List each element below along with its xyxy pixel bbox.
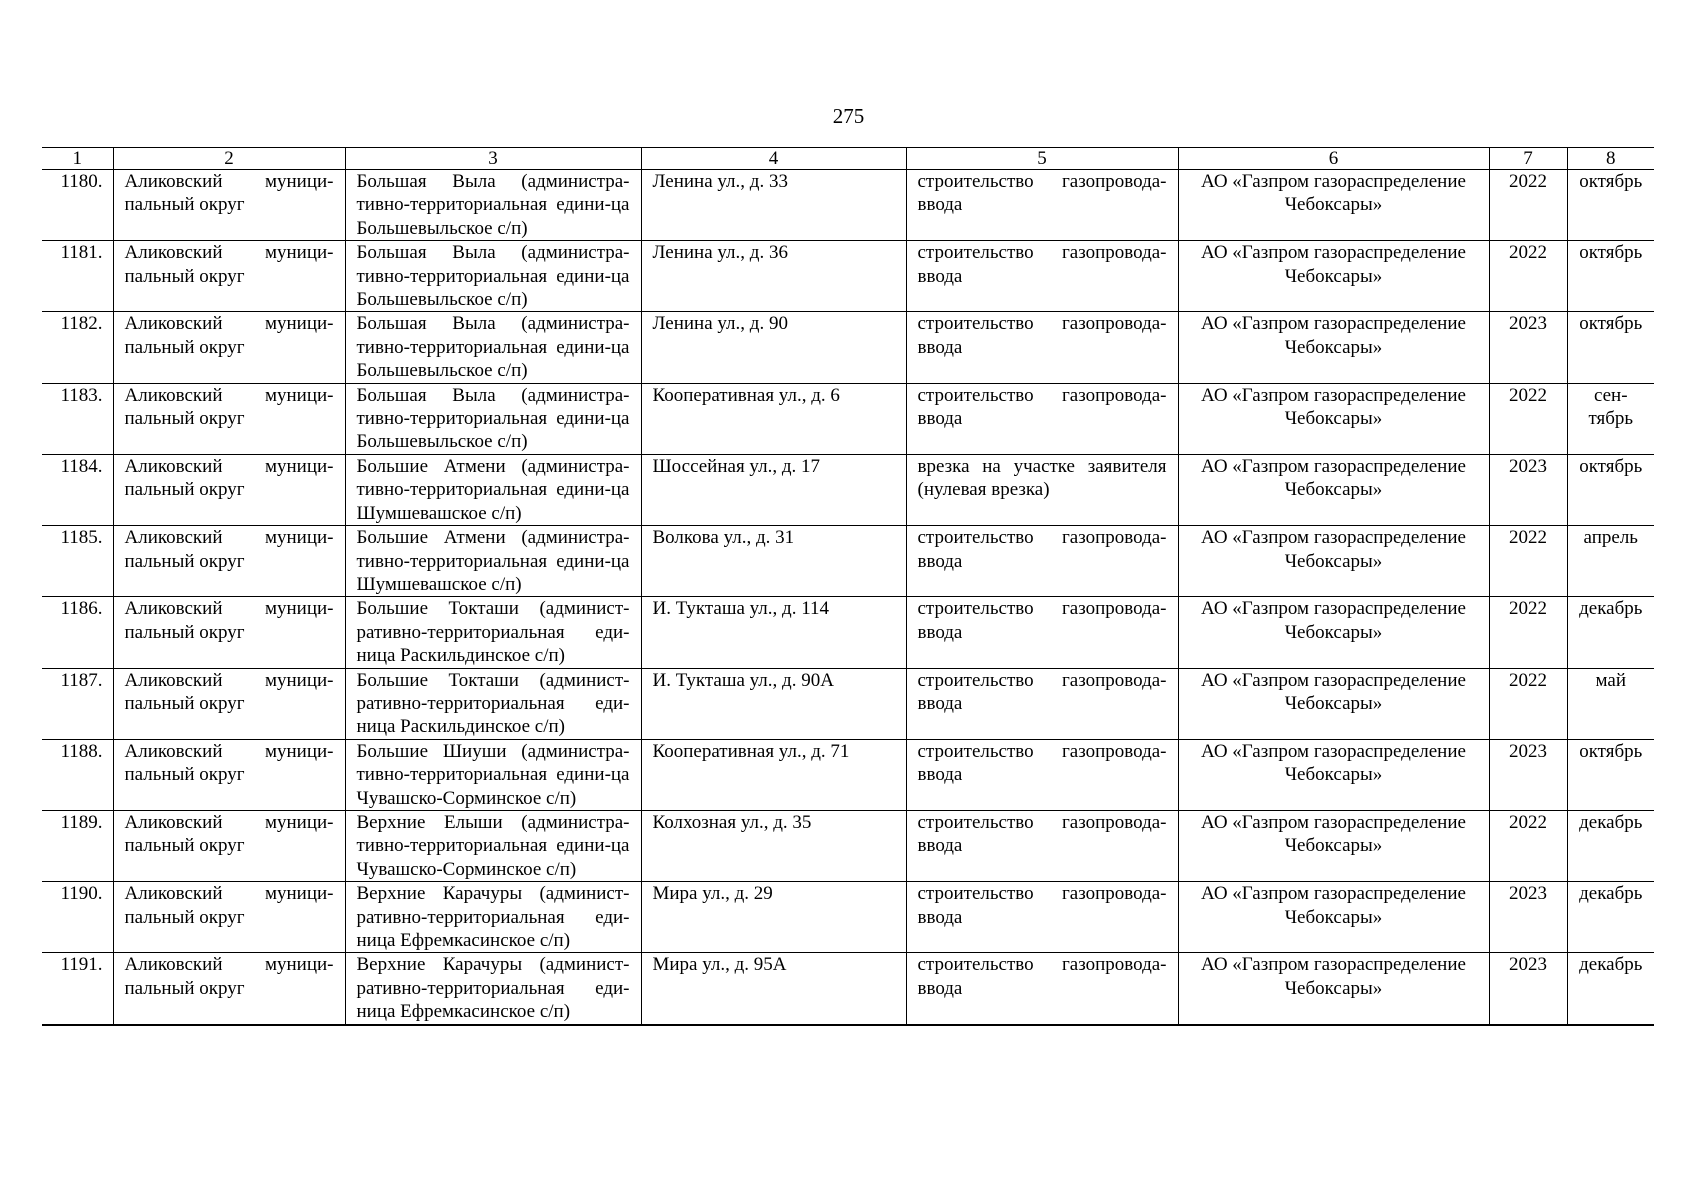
year-cell: [1489, 526, 1567, 597]
work-type-cell: [906, 312, 1178, 383]
work-type-cell: [906, 597, 1178, 668]
work-type-cell-text: строительство газопровода-ввода: [917, 598, 1167, 643]
month-cell: [1567, 597, 1654, 668]
year-cell-text: 2022: [1509, 171, 1547, 192]
table-row: [42, 739, 1654, 810]
month-cell-text: октябрь: [1579, 455, 1643, 477]
work-type-cell-text: строительство газопровода-ввода: [917, 811, 1167, 857]
organization-cell: [1178, 668, 1489, 739]
work-type-cell: [906, 454, 1178, 525]
row-number-cell: [42, 526, 113, 597]
address-cell-text: И. Тукташа ул., д. 114: [652, 598, 830, 620]
row-number-cell: [42, 953, 113, 1025]
district-cell-text: Аликовский муници-пальный округ: [124, 171, 334, 216]
month-cell: [1567, 312, 1654, 383]
work-type-cell-text: строительство газопровода-ввода: [917, 171, 1167, 216]
row-number-cell-text: 1183.: [60, 384, 103, 406]
organization-cell: [1178, 882, 1489, 953]
district-cell-text: Аликовский муници-пальный округ: [124, 740, 334, 786]
organization-cell: [1178, 953, 1489, 1025]
row-number-cell: [42, 312, 113, 383]
column-header-8: 8: [1567, 148, 1654, 170]
column-header-1: 1: [42, 148, 113, 170]
work-type-cell: [906, 526, 1178, 597]
year-cell-text: 2022: [1509, 669, 1547, 691]
settlement-cell-text: Верхние Карачуры (админист-ративно-территориальная еди-ница Ефремкасинское с/п): [356, 954, 630, 1023]
address-cell: [641, 526, 906, 597]
work-type-cell: [906, 810, 1178, 881]
month-cell-text: сен-тябрь: [1588, 384, 1634, 430]
row-number-cell-text: 1190.: [60, 883, 103, 905]
address-cell-text: Волкова ул., д. 31: [652, 527, 795, 549]
month-cell-text: декабрь: [1579, 883, 1643, 905]
address-cell-text: Ленина ул., д. 36: [652, 242, 788, 264]
organization-cell: [1178, 526, 1489, 597]
district-cell-text: Аликовский муници-пальный округ: [124, 527, 334, 572]
year-cell-text: 2023: [1509, 954, 1547, 976]
year-cell: [1489, 170, 1567, 241]
address-cell-text: И. Тукташа ул., д. 90А: [652, 669, 834, 691]
year-cell: [1489, 739, 1567, 810]
row-number-cell-text: 1189.: [60, 811, 103, 833]
table-row: [42, 953, 1654, 1025]
organization-cell-text: АО «Газпром газораспределение Чебоксары»: [1201, 455, 1466, 501]
address-cell-text: Мира ул., д. 95А: [652, 954, 787, 976]
row-number-cell-text: 1184.: [60, 455, 103, 477]
district-cell-text: Аликовский муници-пальный округ: [124, 811, 334, 857]
column-header-6: 6: [1178, 148, 1489, 170]
row-number-cell: [42, 454, 113, 525]
row-number-cell-text: 1182.: [60, 313, 103, 335]
settlement-cell: [345, 526, 641, 597]
district-cell: [113, 668, 345, 739]
district-cell: [113, 597, 345, 668]
settlement-cell: [345, 668, 641, 739]
month-cell-text: декабрь: [1579, 598, 1643, 620]
settlement-cell: [345, 810, 641, 881]
organization-cell-text: АО «Газпром газораспределение Чебоксары»: [1201, 171, 1466, 216]
district-cell-text: Аликовский муници-пальный округ: [124, 954, 334, 999]
month-cell: [1567, 526, 1654, 597]
organization-cell: [1178, 597, 1489, 668]
month-cell: [1567, 454, 1654, 525]
year-cell: [1489, 241, 1567, 312]
month-cell: [1567, 383, 1654, 454]
year-cell: [1489, 953, 1567, 1025]
year-cell: [1489, 668, 1567, 739]
year-cell-text: 2023: [1509, 455, 1547, 477]
work-type-cell: [906, 953, 1178, 1025]
address-cell-text: Ленина ул., д. 33: [652, 171, 788, 192]
work-type-cell: [906, 739, 1178, 810]
district-cell: [113, 810, 345, 881]
table-row: [42, 882, 1654, 953]
column-header-5: 5: [906, 148, 1178, 170]
organization-cell: [1178, 241, 1489, 312]
address-cell: [641, 241, 906, 312]
month-cell: [1567, 241, 1654, 312]
work-type-cell: [906, 170, 1178, 241]
row-number-cell-text: 1188.: [60, 740, 103, 762]
row-number-cell: [42, 739, 113, 810]
organization-cell-text: АО «Газпром газораспределение Чебоксары»: [1201, 242, 1466, 287]
district-cell: [113, 739, 345, 810]
work-type-cell-text: строительство газопровода-ввода: [917, 883, 1167, 928]
organization-cell: [1178, 739, 1489, 810]
row-number-cell: [42, 241, 113, 312]
row-number-cell-text: 1191.: [60, 954, 103, 976]
row-number-cell-text: 1186.: [60, 598, 103, 620]
column-header-7: 7: [1489, 148, 1567, 170]
organization-cell-text: АО «Газпром газораспределение Чебоксары»: [1201, 669, 1466, 714]
district-cell-text: Аликовский муници-пальный округ: [124, 883, 334, 928]
year-cell: [1489, 882, 1567, 953]
settlement-cell: [345, 383, 641, 454]
year-cell-text: 2022: [1509, 811, 1547, 833]
column-header-2: 2: [113, 148, 345, 170]
column-header-3: 3: [345, 148, 641, 170]
organization-cell: [1178, 312, 1489, 383]
organization-cell: [1178, 170, 1489, 241]
district-cell-text: Аликовский муници-пальный округ: [124, 313, 334, 358]
month-cell-text: декабрь: [1579, 811, 1643, 833]
year-cell-text: 2022: [1509, 242, 1547, 264]
district-cell-text: Аликовский муници-пальный округ: [124, 384, 334, 430]
work-type-cell: [906, 241, 1178, 312]
settlement-cell-text: Верхние Карачуры (админист-ративно-территориальная еди-ница Ефремкасинское с/п): [356, 883, 630, 951]
year-cell: [1489, 810, 1567, 881]
table-body: [42, 170, 1654, 1025]
settlement-cell: [345, 882, 641, 953]
row-number-cell-text: 1180.: [60, 171, 103, 192]
address-cell: [641, 597, 906, 668]
district-cell-text: Аликовский муници-пальный округ: [124, 598, 334, 643]
district-cell: [113, 454, 345, 525]
work-type-cell-text: строительство газопровода-ввода: [917, 740, 1167, 786]
settlement-cell-text: Большие Атмени (администра-тивно-территориальная едини-ца Шумшевашское с/п): [356, 455, 630, 524]
table-header: [42, 148, 1654, 170]
address-cell-text: Шоссейная ул., д. 17: [652, 455, 820, 477]
address-cell: [641, 668, 906, 739]
address-cell: [641, 312, 906, 383]
work-type-cell: [906, 668, 1178, 739]
settlement-cell-text: Большая Выла (администра-тивно-территориальная едини-ца Большевыльское с/п): [356, 242, 630, 311]
work-type-cell: [906, 383, 1178, 454]
address-cell: [641, 953, 906, 1025]
gas-connection-table: [42, 147, 1654, 1026]
organization-cell-text: АО «Газпром газораспределение Чебоксары»: [1201, 811, 1466, 857]
district-cell: [113, 170, 345, 241]
table-row: [42, 383, 1654, 454]
year-cell: [1489, 597, 1567, 668]
year-cell: [1489, 312, 1567, 383]
month-cell-text: май: [1595, 669, 1626, 691]
row-number-cell: [42, 170, 113, 241]
year-cell: [1489, 383, 1567, 454]
organization-cell-text: АО «Газпром газораспределение Чебоксары»: [1201, 313, 1466, 358]
address-cell: [641, 882, 906, 953]
district-cell-text: Аликовский муници-пальный округ: [124, 669, 334, 714]
address-cell-text: Ленина ул., д. 90: [652, 313, 788, 335]
settlement-cell: [345, 170, 641, 241]
organization-cell-text: АО «Газпром газораспределение Чебоксары»: [1201, 384, 1466, 430]
settlement-cell-text: Большие Атмени (администра-тивно-территориальная едини-ца Шумшевашское с/п): [356, 527, 630, 595]
year-cell: [1489, 454, 1567, 525]
month-cell: [1567, 668, 1654, 739]
settlement-cell-text: Большая Выла (администра-тивно-территориальная едини-ца Большевыльское с/п): [356, 384, 630, 453]
settlement-cell-text: Верхние Елыши (администра-тивно-территориальная едини-ца Чувашско-Сорминское с/п): [356, 811, 630, 880]
year-cell-text: 2022: [1509, 384, 1547, 406]
address-cell: [641, 739, 906, 810]
address-cell-text: Колхозная ул., д. 35: [652, 811, 812, 833]
row-number-cell: [42, 882, 113, 953]
work-type-cell-text: строительство газопровода-ввода: [917, 954, 1167, 999]
table-row: [42, 241, 1654, 312]
year-cell-text: 2023: [1509, 883, 1547, 905]
organization-cell-text: АО «Газпром газораспределение Чебоксары»: [1201, 527, 1466, 572]
column-number-row: [42, 148, 1654, 170]
table-row: [42, 170, 1654, 241]
year-cell-text: 2023: [1509, 313, 1547, 335]
address-cell-text: Мира ул., д. 29: [652, 883, 773, 905]
address-cell: [641, 810, 906, 881]
month-cell: [1567, 739, 1654, 810]
settlement-cell: [345, 953, 641, 1025]
month-cell: [1567, 882, 1654, 953]
row-number-cell: [42, 597, 113, 668]
organization-cell-text: АО «Газпром газораспределение Чебоксары»: [1201, 598, 1466, 643]
organization-cell: [1178, 454, 1489, 525]
page-number: 275: [832, 104, 865, 128]
year-cell-text: 2022: [1509, 527, 1547, 549]
settlement-cell-text: Большие Шиуши (администра-тивно-территориальная едини-ца Чувашско-Сорминское с/п): [356, 740, 630, 809]
table-row: [42, 526, 1654, 597]
work-type-cell: [906, 882, 1178, 953]
work-type-cell-text: строительство газопровода-ввода: [917, 242, 1167, 287]
table-row: [42, 810, 1654, 881]
month-cell-text: апрель: [1583, 527, 1638, 549]
month-cell-text: октябрь: [1579, 242, 1643, 264]
settlement-cell: [345, 241, 641, 312]
table-row: [42, 668, 1654, 739]
row-number-cell-text: 1187.: [60, 669, 103, 691]
settlement-cell: [345, 454, 641, 525]
address-cell: [641, 383, 906, 454]
month-cell: [1567, 170, 1654, 241]
district-cell: [113, 953, 345, 1025]
work-type-cell-text: строительство газопровода-ввода: [917, 527, 1167, 572]
work-type-cell-text: врезка на участке заявителя (нулевая врезка): [917, 455, 1167, 501]
row-number-cell: [42, 383, 113, 454]
month-cell-text: декабрь: [1579, 954, 1643, 976]
settlement-cell-text: Большие Токташи (админист-ративно-территориальная еди-ница Раскильдинское с/п): [356, 669, 630, 738]
month-cell: [1567, 810, 1654, 881]
year-cell-text: 2023: [1509, 740, 1547, 762]
table-row: [42, 312, 1654, 383]
organization-cell: [1178, 810, 1489, 881]
organization-cell-text: АО «Газпром газораспределение Чебоксары»: [1201, 740, 1466, 786]
month-cell: [1567, 953, 1654, 1025]
district-cell: [113, 383, 345, 454]
organization-cell-text: АО «Газпром газораспределение Чебоксары»: [1201, 883, 1466, 928]
work-type-cell-text: строительство газопровода-ввода: [917, 669, 1167, 714]
work-type-cell-text: строительство газопровода-ввода: [917, 313, 1167, 358]
district-cell: [113, 312, 345, 383]
settlement-cell: [345, 739, 641, 810]
month-cell-text: октябрь: [1579, 313, 1643, 335]
district-cell: [113, 241, 345, 312]
district-cell-text: Аликовский муници-пальный округ: [124, 242, 334, 287]
row-number-cell-text: 1181.: [60, 242, 103, 264]
column-header-4: 4: [641, 148, 906, 170]
work-type-cell-text: строительство газопровода-ввода: [917, 384, 1167, 430]
settlement-cell-text: Большие Токташи (админист-ративно-территориальная еди-ница Раскильдинское с/п): [356, 598, 630, 667]
organization-cell: [1178, 383, 1489, 454]
address-cell: [641, 454, 906, 525]
settlement-cell-text: Большая Выла (администра-тивно-территориальная едини-ца Большевыльское с/п): [356, 171, 630, 239]
year-cell-text: 2022: [1509, 598, 1547, 620]
row-number-cell: [42, 668, 113, 739]
organization-cell-text: АО «Газпром газораспределение Чебоксары»: [1201, 954, 1466, 999]
row-number-cell: [42, 810, 113, 881]
settlement-cell-text: Большая Выла (администра-тивно-территориальная едини-ца Большевыльское с/п): [356, 313, 630, 382]
table-row: [42, 454, 1654, 525]
district-cell-text: Аликовский муници-пальный округ: [124, 455, 334, 501]
settlement-cell: [345, 597, 641, 668]
district-cell: [113, 882, 345, 953]
settlement-cell: [345, 312, 641, 383]
month-cell-text: октябрь: [1579, 171, 1643, 192]
district-cell: [113, 526, 345, 597]
address-cell: [641, 170, 906, 241]
address-cell-text: Кооперативная ул., д. 71: [652, 740, 850, 762]
table-row: [42, 597, 1654, 668]
row-number-cell-text: 1185.: [60, 527, 103, 549]
address-cell-text: Кооперативная ул., д. 6: [652, 384, 840, 406]
month-cell-text: октябрь: [1579, 740, 1643, 762]
